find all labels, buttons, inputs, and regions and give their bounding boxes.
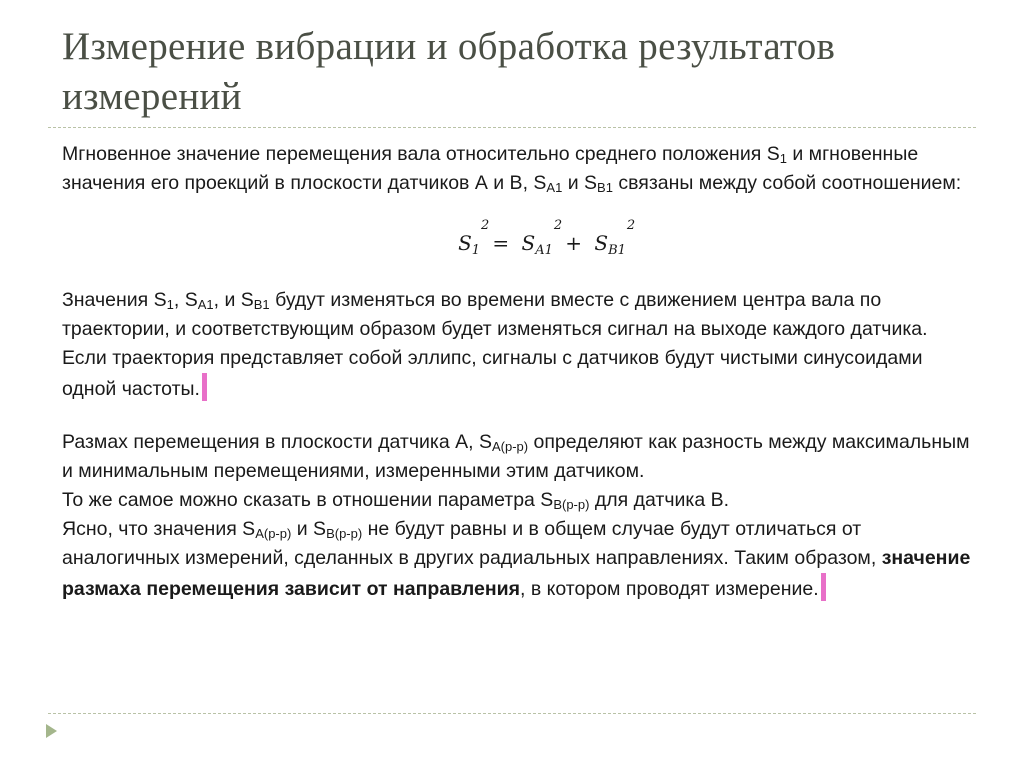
paragraph-definition bbox=[62, 140, 982, 198]
formula-subscript: 1 bbox=[471, 243, 481, 258]
text: и S bbox=[291, 518, 327, 540]
top-divider bbox=[48, 127, 976, 128]
text: , и S bbox=[213, 289, 254, 311]
subscript: 1 bbox=[166, 297, 174, 312]
formula-term-a: S 2 $_{A1}$ bbox=[521, 218, 563, 258]
text: , S bbox=[173, 289, 198, 311]
text: и мгновенные значения его проекций в плоскости датчиков А и В, S bbox=[62, 143, 919, 194]
text: связаны между собой соотношением: bbox=[612, 172, 962, 194]
formula-base: S bbox=[521, 231, 536, 255]
text: Размах перемещения в плоскости датчика А, S bbox=[62, 431, 492, 453]
formula-term-lhs: S 2 $_1$ bbox=[458, 218, 490, 258]
text: и S bbox=[562, 172, 598, 194]
text: не будут равны и в общем случае будут отличаться от аналогичных измерений, сделанных в других радиальных направлениях. Таким образом, bbox=[62, 518, 882, 569]
text: То же самое можно сказать в отношении параметра S bbox=[62, 489, 554, 511]
subscript: A(p-p) bbox=[491, 439, 529, 454]
subscript: B(p-p) bbox=[326, 526, 363, 541]
subscript: A(p-p) bbox=[255, 526, 292, 541]
paragraph-ellipse bbox=[62, 344, 982, 404]
text-cursor bbox=[202, 373, 207, 401]
text: Ясно, что значения S bbox=[62, 518, 256, 540]
subscript: B1 bbox=[597, 180, 613, 195]
text: Значения S bbox=[62, 289, 167, 311]
subscript: B(p-p) bbox=[553, 497, 590, 512]
triangle-bullet-icon bbox=[46, 724, 57, 738]
formula-equals: = bbox=[492, 231, 510, 255]
bottom-divider bbox=[48, 713, 976, 714]
formula-subscript: B1 bbox=[608, 243, 626, 258]
formula bbox=[62, 218, 982, 258]
formula-plus: + bbox=[565, 231, 583, 255]
paragraph-values bbox=[62, 286, 982, 344]
slide-body bbox=[62, 140, 982, 604]
text: будут изменяться во времени вместе с движением центра вала по траектории, и соответствующим образом будет изменяться сигнал на выходе каждого датчика. bbox=[62, 289, 928, 340]
subscript: 1 bbox=[779, 151, 787, 166]
subscript: A1 bbox=[197, 297, 214, 312]
paragraph-conclusion bbox=[62, 515, 982, 604]
formula-base: S bbox=[594, 231, 609, 255]
text: Если траектория представляет собой эллипс, сигналы с датчиков будут чистыми синусоидами одной частоты. bbox=[62, 347, 923, 400]
text: , в котором проводят измерение. bbox=[520, 578, 819, 600]
subscript: A1 bbox=[546, 180, 563, 195]
text: определяют как разность между максимальным и минимальным перемещениями, измеренными этим датчиком. bbox=[62, 431, 970, 482]
text-cursor bbox=[821, 573, 826, 601]
paragraph-peak-to-peak bbox=[62, 428, 982, 486]
paragraph-sensor-b bbox=[62, 486, 982, 515]
formula-base: S bbox=[458, 231, 472, 255]
subscript: B1 bbox=[253, 297, 270, 312]
formula-subscript: A1 bbox=[535, 243, 553, 258]
formula-term-b: S 2 $_{B1}$ bbox=[594, 218, 636, 258]
slide-title: Измерение вибрации и обработка результатов измерений bbox=[62, 25, 836, 118]
text: для датчика В. bbox=[589, 489, 730, 511]
text: Мгновенное значение перемещения вала относительно среднего положения S bbox=[62, 143, 780, 165]
emphasis: значение размаха перемещения зависит от направления bbox=[62, 547, 971, 600]
